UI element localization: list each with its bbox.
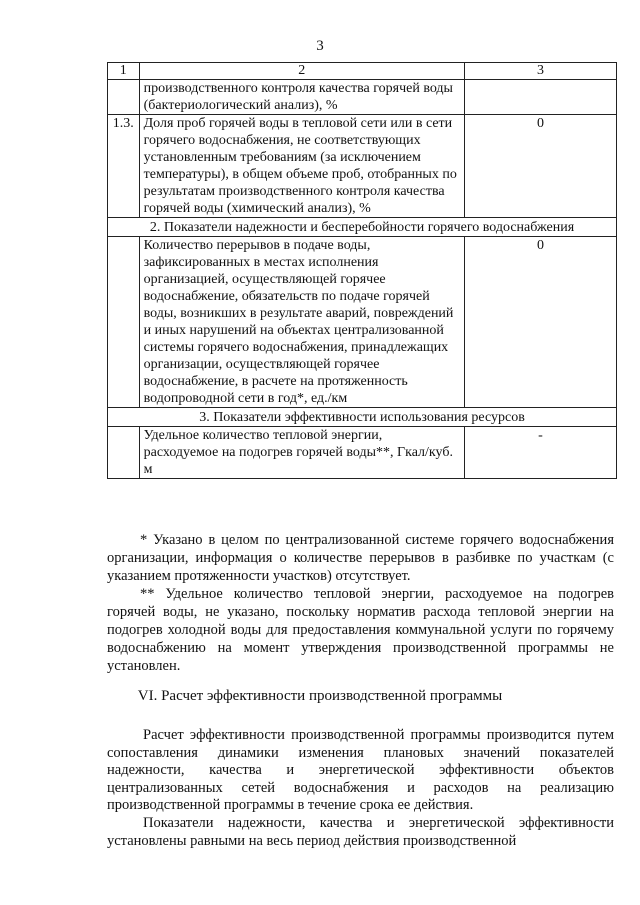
table-row [108, 115, 617, 218]
row-text: Количество перерывов в подаче воды, зафиксированных в местах исполнения организацией, осуществляющей горячее водоснабжение, обязательств по подаче горячей воды, возникших в результате аварий, повреждений и иных нарушений на объектах централизованной системы горячего водоснабжения, принадлежащих организации, осуществляющей горячее водоснабжение, в расчете на протяженность водопроводной сети в год*, ед./км [139, 237, 464, 408]
row-text: Удельное количество тепловой энергии, расходуемое на подогрев горячей воды**, Гкал/куб. м [139, 427, 464, 479]
table-row [108, 237, 617, 408]
row-number [108, 427, 140, 479]
row-number [108, 237, 140, 408]
row-value [465, 80, 617, 115]
header-col-3: 3 [465, 63, 617, 80]
table-row [108, 427, 617, 479]
header-col-1: 1 [108, 63, 140, 80]
section-title-reliability: 2. Показатели надежности и бесперебойности горячего водоснабжения [108, 218, 617, 237]
table-row [108, 80, 617, 115]
row-text: производственного контроля качества горячей воды (бактериологический анализ), % [139, 80, 464, 115]
indicators-table [107, 62, 617, 479]
footnote-2: ** Удельное количество тепловой энергии, расходуемое на подогрев горячей воды, не указано, поскольку норматив расхода тепловой энергии на подогрев холодной воды для предоставления коммунальной услуги по горячему водоснабжению на момент утверждения производственной программы не установлен. [107, 586, 614, 674]
header-col-2: 2 [139, 63, 464, 80]
row-value: - [465, 427, 617, 479]
table-header-row [108, 63, 617, 80]
row-value: 0 [465, 115, 617, 218]
page-number: 3 [316, 38, 324, 54]
body-text [107, 727, 614, 850]
footnotes [107, 531, 614, 675]
section-title-efficiency: 3. Показатели эффективности использования ресурсов [108, 408, 617, 427]
section-heading: VI. Расчет эффективности производственной программы [137, 688, 503, 704]
paragraph-2: Показатели надежности, качества и энергетической эффективности установлены равными на весь период действия производственной [107, 814, 614, 849]
section-row [108, 408, 617, 427]
row-value: 0 [465, 237, 617, 408]
row-number [108, 80, 140, 115]
row-text: Доля проб горячей воды в тепловой сети или в сети горячего водоснабжения, не соответствующих установленным требованиям (за исключением температуры), в общем объеме проб, отобранных по результатам производственного контроля качества горячей воды (химический анализ), % [139, 115, 464, 218]
footnote-1: * Указано в целом по централизованной системе горячего водоснабжения организации, информация о количестве перерывов в разбивке по участкам (с указанием протяженности участков) отсутствует. [107, 532, 614, 584]
section-row [108, 218, 617, 237]
row-number: 1.3. [108, 115, 140, 218]
paragraph-1: Расчет эффективности производственной программы производится путем сопоставления динамики изменения плановых значений показателей надежности, качества и энергетической эффективности объектов централизованных сетей водоснабжения и расходов на реализацию производственной программы в течение срока ее действия. [107, 727, 614, 814]
